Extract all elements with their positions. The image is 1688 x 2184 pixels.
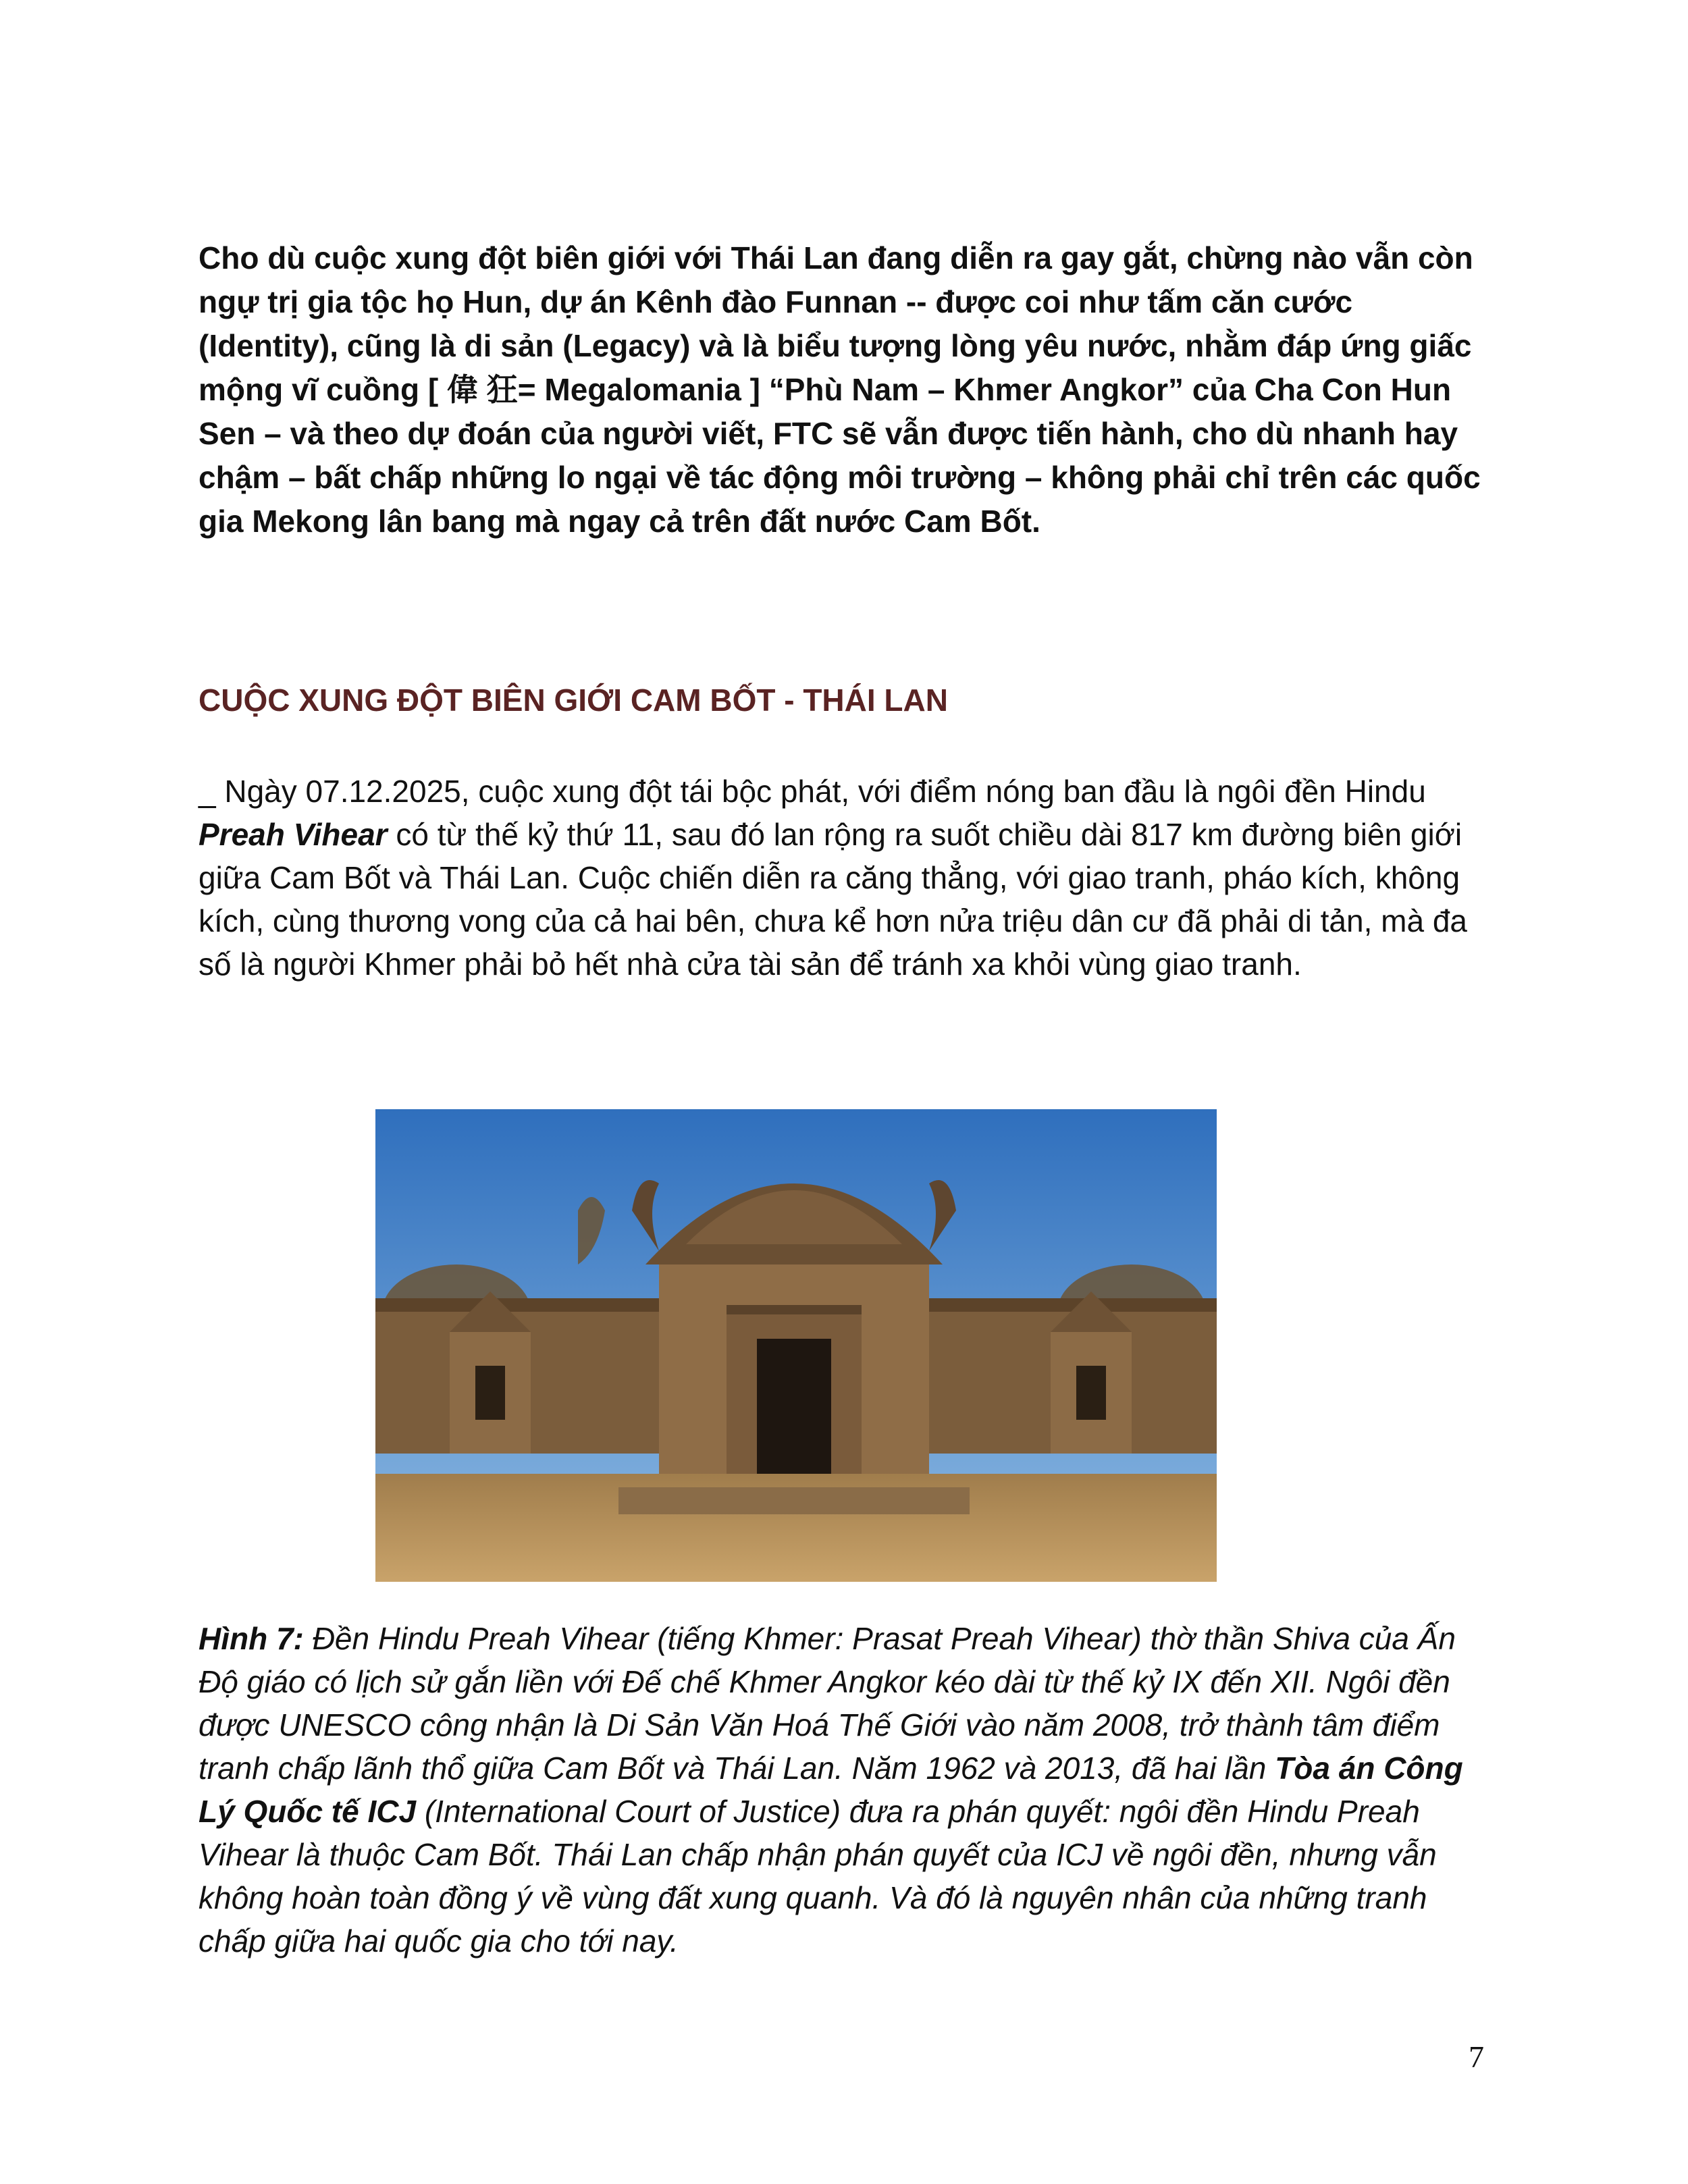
caption-label: Hình 7: (199, 1621, 304, 1656)
section-heading: CUỘC XUNG ĐỘT BIÊN GIỚI CAM BỐT - THÁI LAN (199, 683, 948, 718)
body-emphasis: Preah Vihear (199, 817, 388, 852)
body-text-before: _ Ngày 07.12.2025, cuộc xung đột tái bộc phát, với điểm nóng ban đầu là ngôi đền Hindu (199, 774, 1426, 809)
caption-bold: Tòa án Công Lý Quốc tế ICJ (199, 1751, 1463, 1829)
page-number: 7 (1469, 2040, 1484, 2074)
intro-paragraph (199, 236, 1489, 543)
intro-cjk-text: 偉 狂 (446, 372, 518, 407)
caption-text-part1: Đền Hindu Preah Vihear (tiếng Khmer: Prasat Preah Vihear) thờ thần Shiva của Ấn Độ giáo có lịch sử gắn liền với Đế chế Khmer Angkor kéo dài từ thế kỷ IX đến XII. Ngôi đền được UNESCO công nhận là Di Sản Văn Hoá Thế Giới vào năm 2008, trở thành tâm điểm tranh chấp lãnh thổ giữa Cam Bốt và Thái Lan. Năm 1962 và 2013, đã hai lần (199, 1621, 1456, 1786)
temple-illustration (375, 1109, 1217, 1582)
intro-text-part2: = Megalomania ] “Phù Nam – Khmer Angkor” của Cha Con Hun Sen – và theo dự đoán của người viết, FTC sẽ vẫn được tiến hành, cho dù nhanh hay chậm – bất chấp những lo ngại về tác động môi trường – không phải chỉ trên các quốc gia Mekong lân bang mà ngay cả trên đất nước Cam Bốt. (199, 372, 1481, 539)
doorway (757, 1339, 831, 1481)
caption-text-part2: (International Court of Justice) đưa ra phán quyết: ngôi đền Hindu Preah Vihear là thuộc Cam Bốt. Thái Lan chấp nhận phán quyết của ICJ về ngôi đền, nhưng vẫn không hoàn toàn đồng ý về vùng đất xung quanh. Và đó là nguyên nhân của những tranh chấp giữa hai quốc gia cho tới nay. (199, 1794, 1437, 1959)
body-paragraph (199, 770, 1489, 986)
figure-caption (199, 1617, 1489, 1963)
temple-photo (375, 1109, 1217, 1582)
intro-text-part1: Cho dù cuộc xung đột biên giới với Thái Lan đang diễn ra gay gắt, chừng nào vẫn còn ngự trị gia tộc họ Hun, dự án Kênh đào Funnan -- được coi như tấm căn cước (Identity), cũng là di sản (Legacy) và là biểu tượng lòng yêu nước, nhằm đáp ứng giấc mộng vĩ cuồng [ (199, 240, 1473, 407)
body-text-after: có từ thế kỷ thứ 11, sau đó lan rộng ra suốt chiều dài 817 km đường biên giới giữa Cam Bốt và Thái Lan. Cuộc chiến diễn ra căng thẳng, với giao tranh, pháo kích, không kích, cùng thương vong của cả hai bên, chưa kể hơn nửa triệu dân cư đã phải di tản, mà đa số là người Khmer phải bỏ hết nhà cửa tài sản để tránh xa khỏi vùng giao tranh. (199, 817, 1467, 982)
